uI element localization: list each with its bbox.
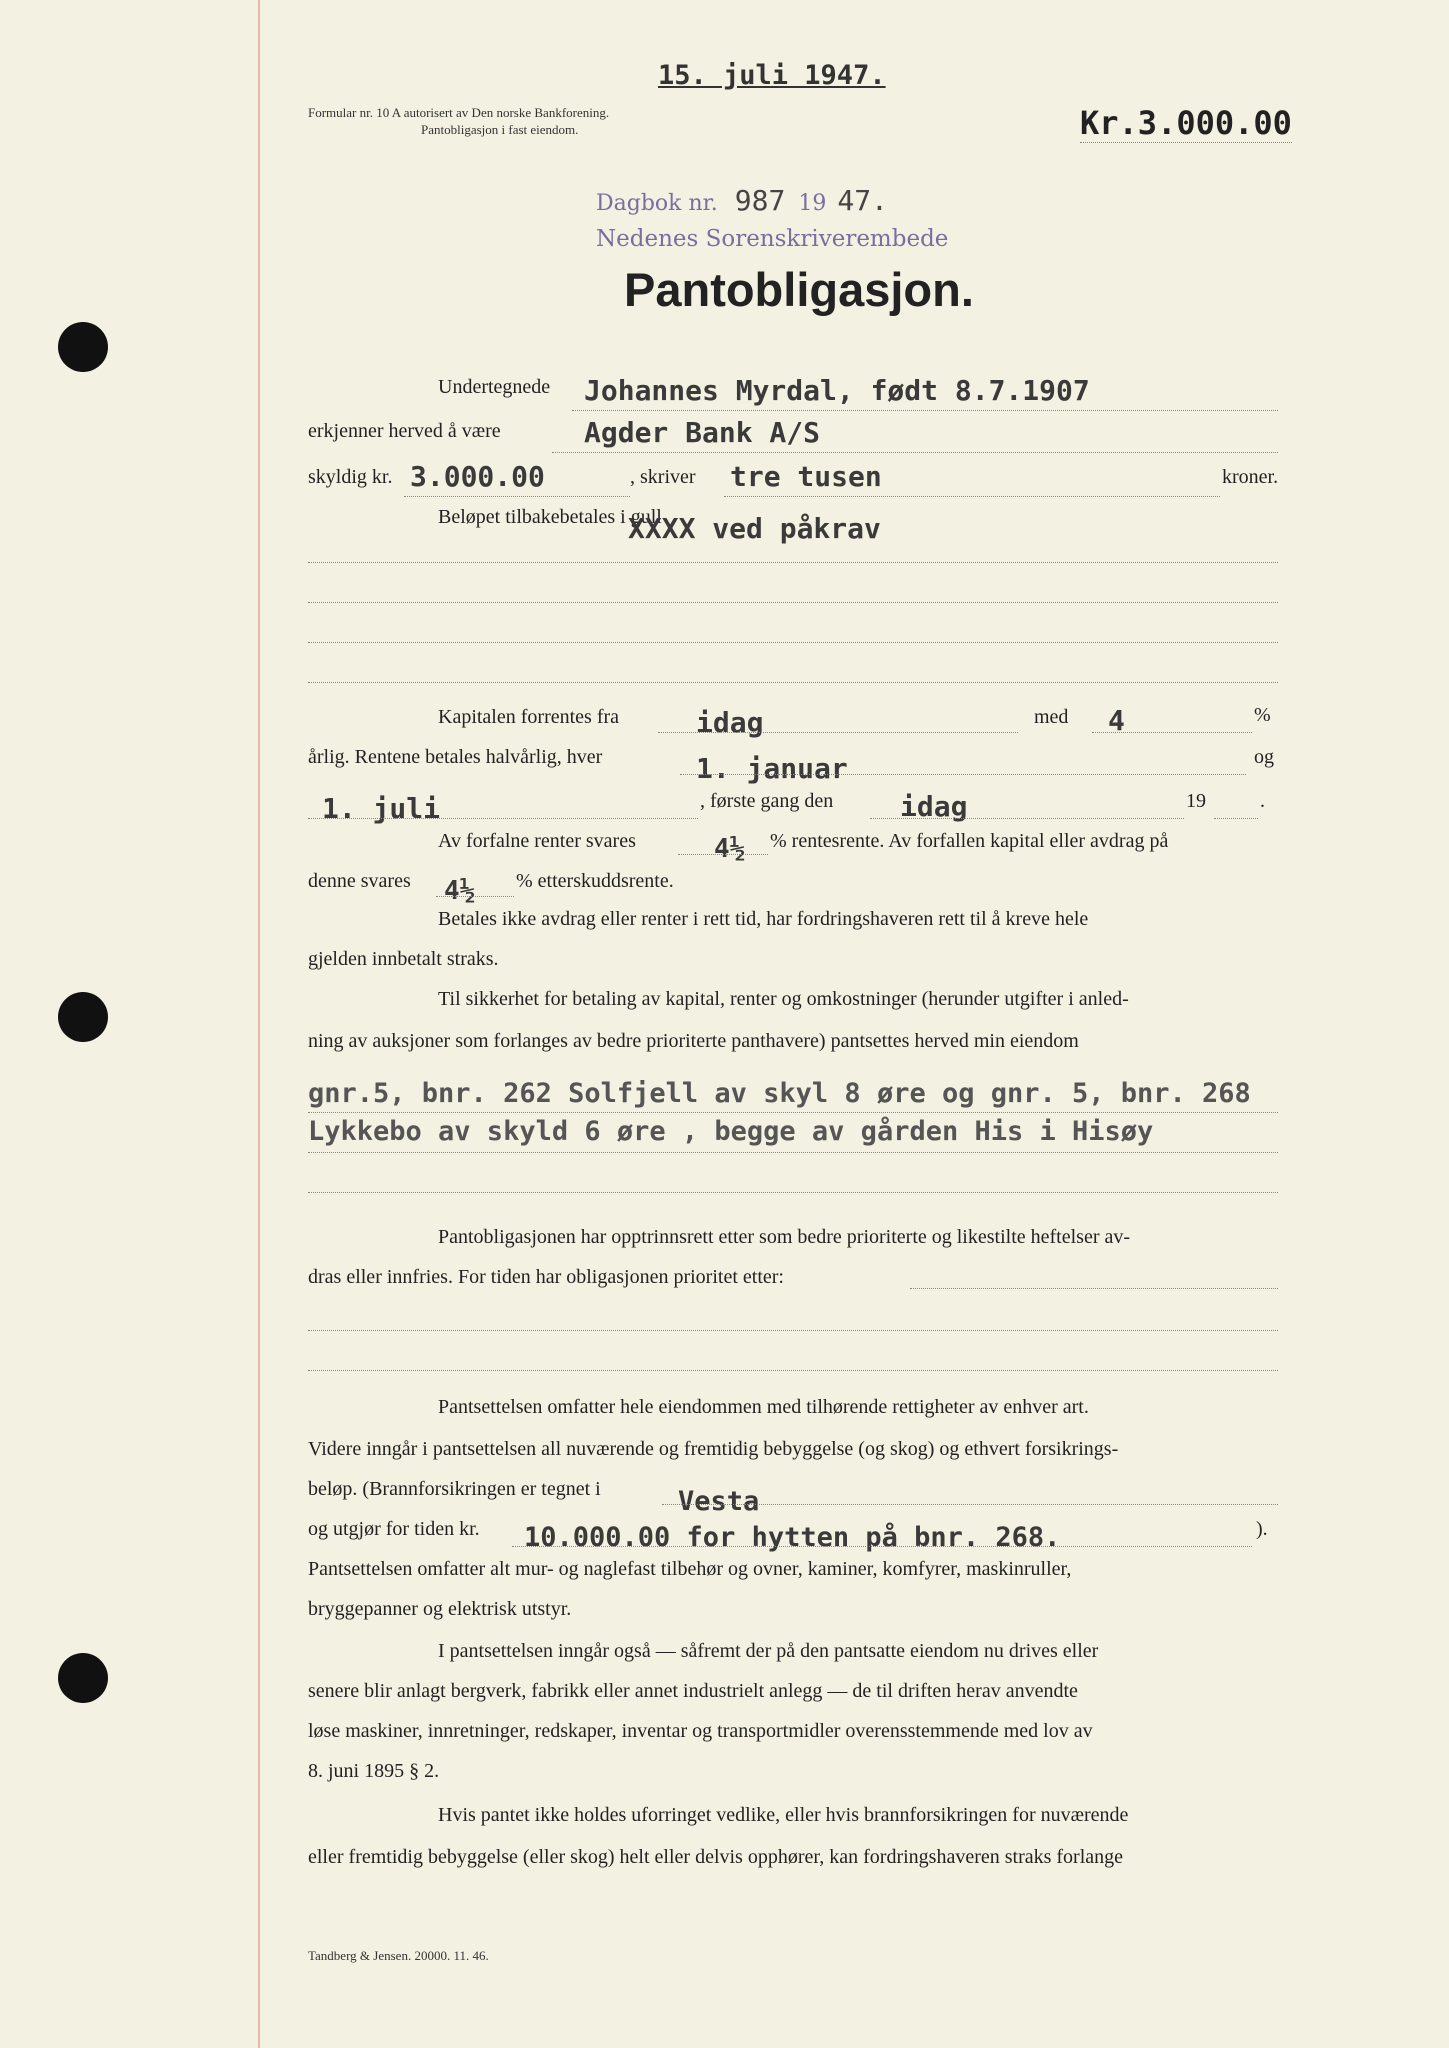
margin-line: [258, 0, 260, 2048]
office-stamp: Nedenes Sorenskriverembede: [596, 226, 949, 252]
erkjenner-label: erkjenner herved å være: [308, 420, 501, 442]
p1-line1: Betales ikke avdrag eller renter i rett tid, har fordringshaveren rett til å kreve hele: [438, 908, 1089, 930]
p3-line2: dras eller innfries. For tiden har obligasjonen prioritet etter:: [308, 1266, 784, 1288]
p2-line1: Til sikkerhet for betaling av kapital, renter og omkostninger (herunder utgifter i anled-: [438, 988, 1129, 1010]
p4-line6: bryggepanner og elektrisk utstyr.: [308, 1598, 572, 1620]
skyldig-line: [404, 496, 630, 497]
p6-line2: eller fremtidig bebyggelse (eller skog) helt eller delvis opphører, kan fordringshaveren straks forlange: [308, 1846, 1124, 1868]
page-title: Pantobligasjon.: [624, 263, 974, 316]
insurance-line: [512, 1546, 1252, 1547]
undertegnede-value: Johannes Myrdal, født 8.7.1907: [584, 374, 1090, 407]
p5-line4: 8. juni 1895 § 2.: [308, 1760, 440, 1782]
date1-line: [680, 774, 1246, 775]
binder-hole-top: [58, 322, 108, 372]
rate-line: [1092, 732, 1252, 733]
p4-line2: Videre inngår i pantsettelsen all nuværende og fremtidig bebyggelse (og skog) og ethvert forsikrings-: [308, 1438, 1119, 1460]
renter-rate: 4½: [714, 834, 746, 864]
p4-line4: og utgjør for tiden kr.: [308, 1518, 480, 1540]
p4-line4-end: ).: [1256, 1518, 1268, 1540]
blank-line-4: [308, 682, 1278, 683]
form-note-line2: Pantobligasjon i fast eiendom.: [421, 122, 579, 137]
belopet-label: Beløpet tilbakebetales i gull: [438, 506, 662, 528]
date2-line: [308, 818, 698, 819]
undertegnede-line: [572, 410, 1278, 411]
p3-line1: Pantobligasjonen har opptrinnsrett etter som bedre prioriterte og likestilte heftelser av-: [438, 1226, 1131, 1248]
av-forfalne-label: Av forfalne renter svares: [438, 830, 636, 852]
denne-rate-line: [436, 896, 514, 897]
prioritet-rule-2: [308, 1330, 1278, 1331]
undertegnede-label: Undertegnede: [438, 376, 551, 398]
p1-line2: gjelden innbetalt straks.: [308, 948, 499, 970]
insurer-value: Vesta: [678, 1486, 760, 1517]
kapitalen-line: [658, 732, 1018, 733]
arlig-label: årlig. Rentene betales halvårlig, hver: [308, 746, 603, 768]
p6-line1: Hvis pantet ikke holdes uforringet vedlike, eller hvis brannforsikringen for nuværende: [438, 1804, 1129, 1826]
insurance-value: 10.000.00 for hytten på bnr. 268.: [524, 1522, 1061, 1553]
forste-value: idag: [900, 790, 968, 823]
dagbok-label: Dagbok nr.: [596, 191, 718, 216]
rentesrente-label: % rentesrente. Av forfallen kapital eller avdrag på: [770, 830, 1169, 852]
etterskudd-label: % etterskuddsrente.: [516, 870, 674, 892]
property-line2: Lykkebo av skyld 6 øre , begge av gården His i Hisøy: [308, 1116, 1154, 1147]
skyldig-label: skyldig kr.: [308, 466, 393, 488]
prioritet-line: [910, 1288, 1278, 1289]
dagbok-century: 19: [798, 191, 827, 216]
nineteen-label: 19: [1186, 790, 1206, 812]
p4-line5: Pantsettelsen omfatter alt mur- og naglefast tilbehør og ovner, kaminer, komfyrer, maskinruller,: [308, 1558, 1072, 1580]
p4-line1: Pantsettelsen omfatter hele eiendommen med tilhørende rettigheter av enhver art.: [438, 1396, 1089, 1418]
rate-value: 4: [1108, 704, 1125, 737]
p5-line2: senere blir anlagt bergverk, fabrikk eller annet industrielt anlegg — de til driften herav anvendte: [308, 1680, 1078, 1702]
amount-header: Kr.3.000.00: [1080, 104, 1292, 142]
insurer-line: [662, 1504, 1278, 1505]
forste-line: [870, 818, 1184, 819]
skyldig-value: 3.000.00: [410, 460, 545, 493]
property-rule-1: [308, 1112, 1278, 1113]
blank-line-2: [308, 602, 1278, 603]
property-rule-3: [308, 1192, 1278, 1193]
p2-line2: ning av auksjoner som forlanges av bedre prioriterte panthavere) pantsettes herved min eiendom: [308, 1030, 1079, 1052]
kroner-label: kroner.: [1222, 466, 1279, 488]
property-line1: gnr.5, bnr. 262 Solfjell av skyl 8 øre og gnr. 5, bnr. 268: [308, 1078, 1251, 1109]
med-label: med: [1034, 706, 1069, 728]
erkjenner-value: Agder Bank A/S: [584, 416, 821, 449]
prioritet-rule-3: [308, 1370, 1278, 1371]
dagbok-number: 987: [734, 184, 786, 217]
forste-label: , første gang den: [700, 790, 834, 812]
date1-value: 1. januar: [696, 752, 848, 785]
denne-label: denne svares: [308, 870, 411, 892]
erkjenner-line: [552, 452, 1278, 453]
dagbok-stamp: [596, 184, 888, 217]
p5-line1: I pantsettelsen inngår også — såfremt der på den pantsatte eiendom nu drives eller: [438, 1640, 1099, 1662]
year-line: [1214, 818, 1258, 819]
skriver-value: tre tusen: [730, 460, 882, 493]
p5-line3: løse maskiner, innretninger, redskaper, inventar og transportmidler overensstemmende med lov av: [308, 1720, 1093, 1742]
kapitalen-value: idag: [696, 706, 764, 739]
renter-rate-line: [678, 854, 768, 855]
belopet-value: XXXX ved påkrav: [628, 512, 881, 545]
p4-line3: beløp. (Brannforsikringen er tegnet i: [308, 1478, 601, 1500]
skriver-label: , skriver: [630, 466, 696, 488]
og-label: og: [1254, 746, 1274, 768]
percent-sign: %: [1254, 704, 1271, 726]
denne-rate: 4½: [444, 876, 476, 906]
binder-hole-middle: [58, 992, 108, 1042]
printer-footer: Tandberg & Jensen. 20000. 11. 46.: [308, 1948, 489, 1963]
binder-hole-bottom: [58, 1653, 108, 1703]
form-note-line1: Formular nr. 10 A autorisert av Den norske Bankforening.: [308, 105, 610, 120]
date2-value: 1. juli: [322, 792, 441, 825]
dagbok-year: 47.: [837, 184, 888, 217]
kapitalen-label: Kapitalen forrentes fra: [438, 706, 620, 728]
blank-line-3: [308, 642, 1278, 643]
property-rule-2: [308, 1152, 1278, 1153]
year-dot: .: [1260, 790, 1265, 812]
blank-line-1: [308, 562, 1278, 563]
skriver-line: [724, 496, 1220, 497]
document-date: 15. juli 1947.: [658, 60, 886, 91]
